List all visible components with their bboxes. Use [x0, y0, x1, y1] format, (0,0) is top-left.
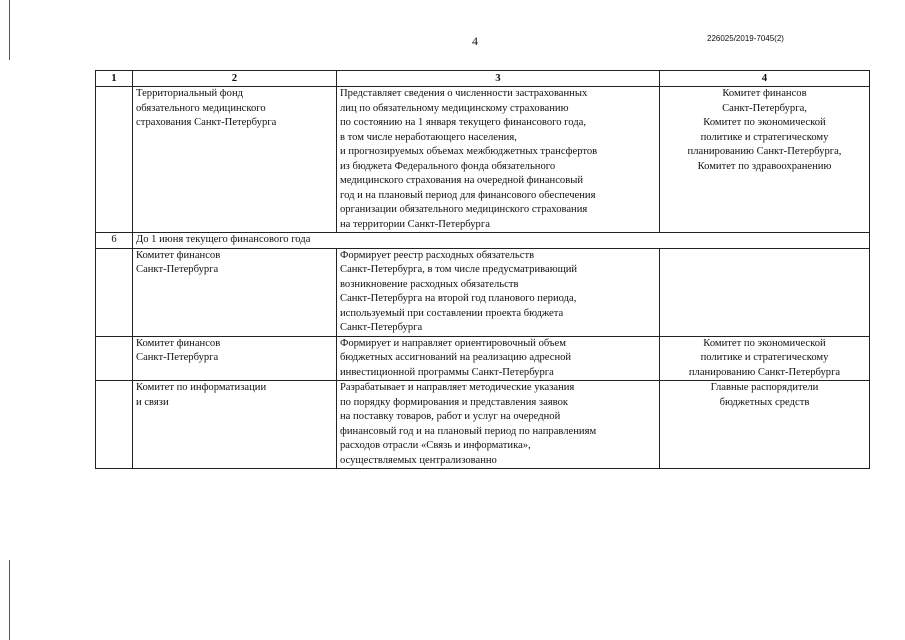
cell-line: по состоянию на 1 января текущего финансового года,: [340, 117, 586, 128]
row-number: 6: [96, 233, 133, 249]
cell-line: обязательного медицинского: [136, 102, 266, 114]
table-row: [96, 248, 870, 336]
cell-line: из бюджета Федерального фонда обязательного: [340, 160, 556, 172]
column-header: 1: [96, 71, 133, 87]
responsible-body-cell: [133, 336, 337, 381]
cell-line: Формирует и направляет ориентировочный объем: [340, 337, 566, 349]
cell-line: планированию Санкт-Петербурга: [688, 366, 841, 378]
cell-line: политике и стратегическому: [700, 352, 829, 363]
cell-line: год и на плановый период для финансового обеспечения: [340, 189, 596, 201]
cell-line: осуществляемых централизованно: [340, 454, 497, 466]
cell-line: Санкт-Петербурга на второй год планового периода,: [340, 293, 577, 304]
cell-line: бюджетных ассигнований на реализацию адресной: [340, 352, 572, 363]
section-title: До 1 июня текущего финансового года: [133, 233, 870, 249]
cell-line: бюджетных средств: [719, 396, 810, 408]
cell-line: Представляет сведения о численности застрахованных: [340, 88, 588, 99]
cell-line: Комитет по экономической: [703, 337, 826, 349]
row-number: [96, 87, 133, 233]
action-cell: [337, 87, 660, 233]
responsible-body-cell: [133, 87, 337, 233]
cell-line: используемый при составлении проекта бюджета: [340, 307, 564, 319]
cell-line: Комитет финансов: [722, 88, 807, 99]
column-header: 3: [337, 71, 660, 87]
partner-cell: [660, 87, 870, 233]
document-id: 226025/2019-7045(2): [707, 34, 784, 43]
cell-line: Разрабатывает и направляет методические указания: [340, 382, 575, 393]
cell-line: организации обязательного медицинского страхования: [340, 204, 588, 215]
cell-line: лиц по обязательному медицинскому страхованию: [340, 102, 569, 114]
cell-line: Комитет по здравоохранению: [697, 160, 832, 172]
partner-cell: [660, 248, 870, 336]
cell-line: страхования Санкт-Петербурга: [136, 117, 277, 128]
cell-line: Санкт-Петербурга,: [722, 102, 807, 114]
cell-line: финансовый год и на плановый период по направлениям: [340, 425, 597, 437]
cell-line: планированию Санкт-Петербурга,: [687, 146, 842, 157]
cell-line: Комитет по информатизации: [136, 382, 267, 393]
cell-line: Комитет по экономической: [703, 117, 826, 128]
partner-cell: [660, 381, 870, 469]
row-number: [96, 381, 133, 469]
cell-line: и прогнозируемых объемах межбюджетных трансфертов: [340, 146, 598, 157]
table-body: [96, 87, 870, 469]
action-cell: [337, 381, 660, 469]
cell-line: на территории Санкт-Петербурга: [340, 218, 490, 230]
partner-cell: [660, 336, 870, 381]
cell-line: Формирует реестр расходных обязательств: [340, 249, 535, 261]
row-number: [96, 248, 133, 336]
cell-line: политике и стратегическому: [700, 131, 829, 143]
cell-line: по порядку формирования и представления заявок: [340, 396, 569, 408]
row-number: [96, 336, 133, 381]
table-row: [96, 381, 870, 469]
document-table: [95, 70, 870, 469]
cell-line: в том числе неработающего населения,: [340, 131, 517, 143]
action-cell: [337, 248, 660, 336]
scan-margin-mark: [9, 560, 10, 640]
column-header: 2: [133, 71, 337, 87]
action-cell: [337, 336, 660, 381]
cell-line: Санкт-Петербурга: [136, 352, 219, 363]
responsible-body-cell: [133, 381, 337, 469]
column-header: 4: [660, 71, 870, 87]
cell-line: Комитет финансов: [136, 249, 221, 261]
cell-line: Территориальный фонд: [136, 88, 244, 99]
table-header-row: [96, 71, 870, 87]
cell-line: инвестиционной программы Санкт-Петербурга: [340, 366, 554, 378]
table-row: [96, 336, 870, 381]
table-row: [96, 87, 870, 233]
cell-line: на поставку товаров, работ и услуг на очередной: [340, 411, 561, 422]
cell-line: Главные распорядители: [710, 382, 819, 393]
cell-line: возникновение расходных обязательств: [340, 278, 519, 290]
cell-line: и связи: [136, 396, 169, 408]
cell-line: Комитет финансов: [136, 337, 221, 349]
page-number: 4: [472, 34, 478, 48]
responsible-body-cell: [133, 248, 337, 336]
scan-margin-mark: [9, 0, 10, 60]
cell-line: медицинского страхования на очередной финансовый: [340, 175, 584, 186]
cell-line: расходов отрасли «Связь и информатика»,: [340, 440, 531, 451]
cell-line: Санкт-Петербурга: [340, 322, 423, 333]
cell-line: Санкт-Петербурга: [136, 264, 219, 275]
cell-line: Санкт-Петербурга, в том числе предусматривающий: [340, 264, 578, 275]
section-row: [96, 233, 870, 249]
